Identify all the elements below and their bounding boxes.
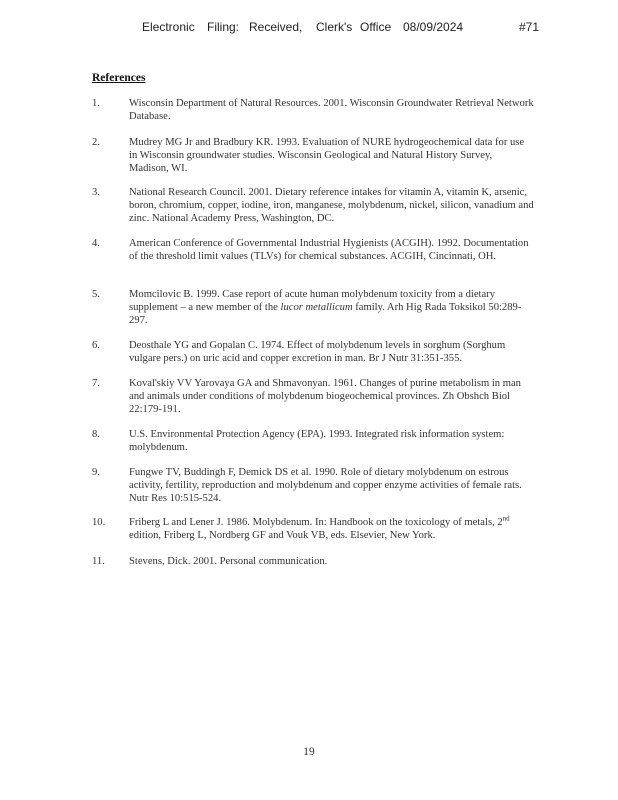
reference-number: 11. (92, 556, 105, 567)
reference-number: 4. (92, 238, 100, 249)
reference-text: Stevens, Dick. 2001. Personal communication. (129, 556, 328, 567)
reference-text: Deosthale YG and Gopalan C. 1974. Effect of molybdenum levels in sorghum (Sorghum vulgare pers.) on uric acid and copper excretion in man. Br J Nutr 31:351-355. (129, 340, 506, 364)
reference-text: National Research Council. 2001. Dietary reference intakes for vitamin A, vitamin K, arsenic, boron, chromium, copper, iodine, iron, manganese, molybdenum, nickel, silicon, vanadium and zinc. National Academy Press, Washington, DC. (129, 187, 534, 224)
stamp-date: 08/09/2024 (403, 20, 464, 34)
reference-number: 9. (92, 467, 100, 478)
reference-text-italic: lucor metallicum (280, 302, 353, 313)
references-heading: References (92, 72, 146, 84)
reference-text: Wisconsin Department of Natural Resources. 2001. Wisconsin Groundwater Retrieval Network Database. (129, 98, 534, 122)
reference-text (129, 288, 534, 327)
reference-number: 5. (92, 289, 100, 300)
reference-number: 6. (92, 340, 100, 351)
stamp-received: Received, (249, 20, 303, 34)
reference-text-part: Momcilovic B. 1999. Case report of acute human molybdenum toxicity from a dietary supplement – a new member of the (129, 289, 495, 313)
filing-stamp-header (0, 20, 618, 36)
page-number: 19 (303, 746, 315, 758)
reference-text: Mudrey MG Jr and Bradbury KR. 1993. Evaluation of NURE hydrogeochemical data for use in Wisconsin groundwater studies. Wisconsin Geological and Natural History Survey, Madison, WI. (129, 137, 525, 174)
reference-text-superscript: nd (502, 514, 510, 523)
reference-number: 10. (92, 517, 106, 528)
reference-number: 7. (92, 378, 100, 389)
reference-text (129, 516, 534, 542)
reference-text-part: Friberg L and Lener J. 1986. Molybdenum. In: Handbook on the toxicology of metals, 2 (129, 517, 503, 528)
stamp-filing: Filing: (207, 20, 240, 34)
stamp-office: Office (360, 20, 392, 34)
stamp-electronic: Electronic (142, 20, 195, 34)
stamp-clerks: Clerk's (316, 20, 353, 34)
reference-text: Fungwe TV, Buddingh F, Demick DS et al. 1990. Role of dietary molybdenum on estrous activity, fertility, reproduction and molybdenum and copper enzyme activities of female rats. Nutr Res 10:515-524. (129, 467, 522, 504)
reference-text: Koval'skiy VV Yarovaya GA and Shmavonyan. 1961. Changes of purine metabolism in man and animals under conditions of molybdenum biogeochemical provinces. Zh Obshch Biol 22:179-191. (129, 378, 521, 415)
reference-text: U.S. Environmental Protection Agency (EPA). 1993. Integrated risk information system: molybdenum. (129, 429, 505, 453)
reference-number: 2. (92, 137, 100, 148)
reference-text: American Conference of Governmental Industrial Hygienists (ACGIH). 1992. Documentation of the threshold limit values (TLVs) for chemical substances. ACGIH, Cincinnati, OH. (129, 238, 529, 262)
reference-text-part: family. Arh Hig Rada Toksikol 50:289-297. (129, 302, 522, 326)
reference-number: 3. (92, 187, 100, 198)
reference-text-part: edition, Friberg L, Nordberg GF and Vouk VB, eds. Elsevier, New York. (129, 530, 436, 541)
stamp-number: #71 (519, 20, 540, 34)
reference-number: 8. (92, 429, 100, 440)
reference-number: 1. (92, 98, 100, 109)
